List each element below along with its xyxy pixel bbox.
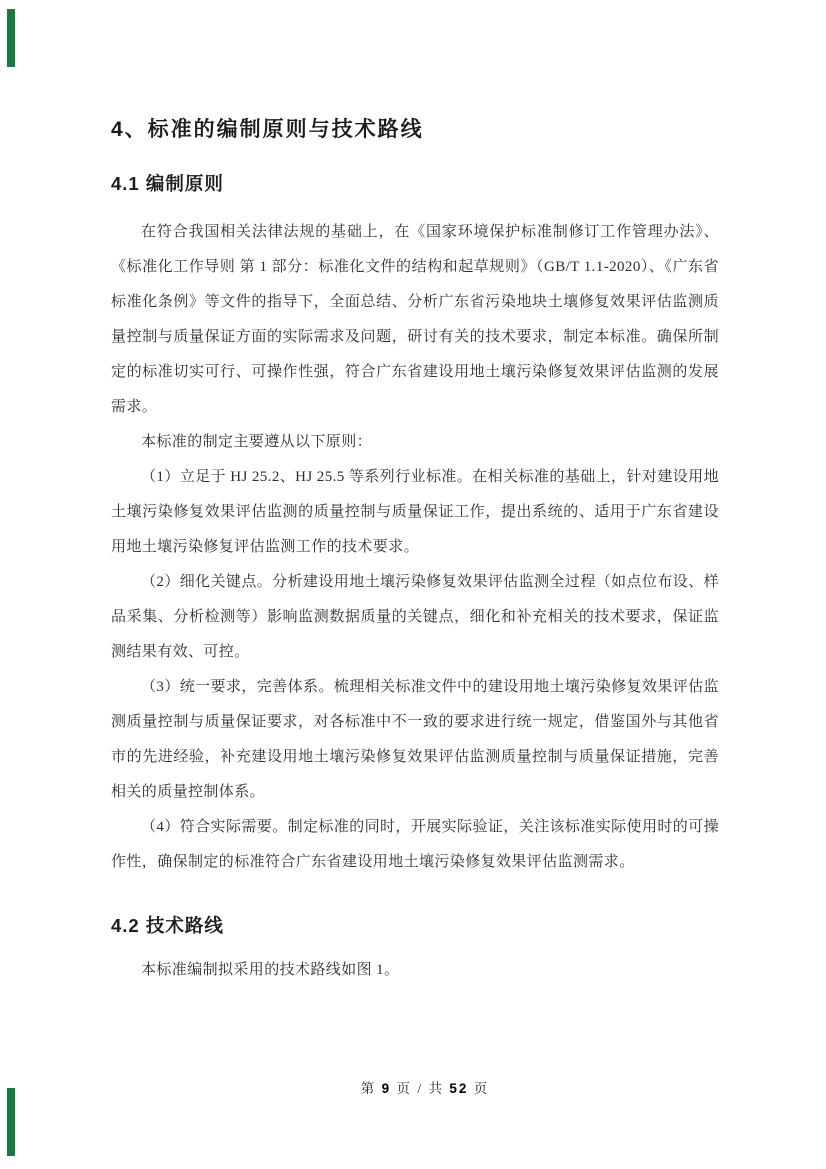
section-4-1 [111, 172, 719, 880]
page-footer [0, 1077, 826, 1097]
paragraph: 本标准的制定主要遵从以下原则： [141, 434, 373, 451]
footer-of-label: 页 / 共 [396, 1081, 444, 1096]
footer-current-page: 9 [381, 1081, 392, 1096]
page-footer-text [361, 1077, 490, 1097]
section-heading-4-2: 4.2 技术路线 [111, 915, 224, 937]
paragraph: （2）细化关键点。分析建设用地土壤污染修复效果评估监测全过程（如点位布设、样品采集、分析检测等）影响监测数据质量的关键点，细化和补充相关的技术要求，保证监测结果有效、可控。 [111, 574, 719, 661]
paragraph: 在符合我国相关法律法规的基础上，在《国家环境保护标准制修订工作管理办法》、《标准化工作导则 第 1 部分：标准化文件的结构和起草规则》（GB/T 1.1-2020）、《广东省标准化条例》等文件的指导下，全面总结、分析广东省污染地块土壤修复效果评估监测质量控制与质量保证方面的实际需求及问题，研讨有关的技术要求，制定本标准。确保所制定的标准切实可行、可操作性强，符合广东省建设用地土壤污染修复效果评估监测的发展需求。 [111, 224, 719, 416]
paragraph: （4）符合实际需要。制定标准的同时，开展实际验证，关注该标准实际使用时的可操作性，确保制定的标准符合广东省建设用地土壤污染修复效果评估监测需求。 [111, 819, 719, 871]
section-4-2 [111, 914, 719, 988]
footer-page-label: 第 [360, 1081, 377, 1096]
footer-pages-label: 页 [473, 1081, 490, 1096]
paragraph: （3）统一要求，完善体系。梳理相关标准文件中的建设用地土壤污染修复效果评估监测质量控制与质量保证要求，对各标准中不一致的要求进行统一规定，借鉴国外与其他省市的先进经验，补充建设用地土壤污染修复效果评估监测质量控制与质量保证措施，完善相关的质量控制体系。 [111, 679, 719, 801]
page-edge-marker-top [7, 9, 15, 67]
paragraph: （1）立足于 HJ 25.2、HJ 25.5 等系列行业标准。在相关标准的基础上，针对建设用地土壤污染修复效果评估监测的质量控制与质量保证工作，提出系统的、适用于广东省建设用地土壤污染修复评估监测工作的技术要求。 [111, 469, 719, 556]
doc-title: 4、标准的编制原则与技术路线 [111, 118, 424, 141]
document-content [111, 117, 719, 988]
footer-total-pages: 52 [449, 1081, 469, 1096]
page-edge-marker-bottom [7, 1088, 15, 1156]
section-heading-4-1: 4.1 编制原则 [111, 173, 224, 195]
paragraph: 本标准编制拟采用的技术路线如图 1。 [141, 962, 400, 979]
